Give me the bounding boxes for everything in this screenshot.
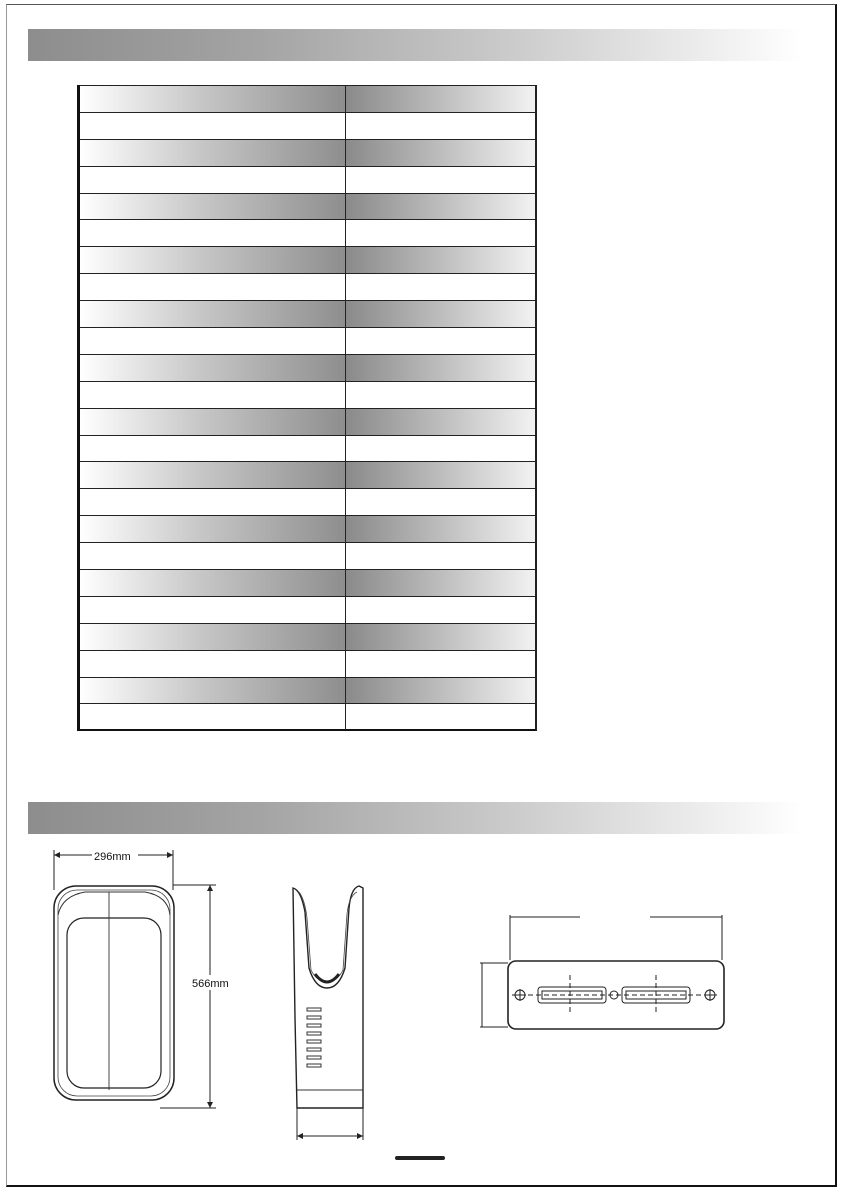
spec-value-cell [346, 597, 535, 623]
mounting-plate-drawing [470, 905, 740, 1035]
spec-row [80, 488, 535, 515]
spec-value-cell [346, 409, 535, 435]
front-view-drawing [40, 840, 250, 1115]
spec-row [80, 381, 535, 408]
spec-value-cell [346, 247, 535, 273]
spec-value-cell [346, 489, 535, 515]
spec-label-cell [80, 543, 346, 569]
spec-row [80, 650, 535, 677]
spec-value-cell [346, 651, 535, 677]
spec-label-cell [80, 355, 346, 381]
spec-label-cell [80, 409, 346, 435]
spec-label-cell [80, 194, 346, 220]
dimensions-header [28, 802, 803, 834]
spec-label-cell [80, 328, 346, 354]
spec-row [80, 327, 535, 354]
spec-row [80, 596, 535, 623]
spec-label-cell [80, 382, 346, 408]
spec-value-cell [346, 194, 535, 220]
spec-label-cell [80, 678, 346, 704]
spec-value-cell [346, 382, 535, 408]
specifications-header [28, 29, 803, 61]
spec-value-cell [346, 516, 535, 542]
spec-value-cell [346, 140, 535, 166]
spec-value-cell [346, 328, 535, 354]
spec-row [80, 300, 535, 327]
spec-row [80, 623, 535, 650]
spec-row [80, 139, 535, 166]
spec-label-cell [80, 570, 346, 596]
spec-row [80, 461, 535, 488]
spec-value-cell [346, 570, 535, 596]
spec-row [80, 85, 535, 112]
spec-row [80, 166, 535, 193]
spec-value-cell [346, 543, 535, 569]
spec-label-cell [80, 489, 346, 515]
spec-row [80, 703, 535, 730]
width-dimension-label: 296mm [94, 851, 131, 863]
spec-label-cell [80, 462, 346, 488]
spec-label-cell [80, 113, 346, 139]
spec-label-cell [80, 167, 346, 193]
spec-value-cell [346, 274, 535, 300]
spec-row [80, 542, 535, 569]
spec-value-cell [346, 113, 535, 139]
spec-label-cell [80, 220, 346, 246]
spec-value-cell [346, 167, 535, 193]
spec-label-cell [80, 704, 346, 730]
spec-row [80, 569, 535, 596]
spec-label-cell [80, 624, 346, 650]
spec-label-cell [80, 597, 346, 623]
spec-value-cell [346, 624, 535, 650]
spec-label-cell [80, 86, 346, 112]
side-view-drawing [285, 878, 375, 1143]
spec-label-cell [80, 436, 346, 462]
spec-value-cell [346, 355, 535, 381]
spec-value-cell [346, 301, 535, 327]
spec-row [80, 408, 535, 435]
spec-row [80, 219, 535, 246]
spec-value-cell [346, 436, 535, 462]
spec-value-cell [346, 678, 535, 704]
spec-row [80, 193, 535, 220]
spec-row [80, 273, 535, 300]
spec-row [80, 435, 535, 462]
spec-label-cell [80, 274, 346, 300]
spec-row [80, 515, 535, 542]
spec-row [80, 112, 535, 139]
spec-table [77, 85, 537, 731]
dimensions-title [28, 802, 803, 816]
spec-value-cell [346, 220, 535, 246]
spec-value-cell [346, 704, 535, 730]
spec-label-cell [80, 301, 346, 327]
spec-label-cell [80, 516, 346, 542]
spec-value-cell [346, 462, 535, 488]
spec-row [80, 246, 535, 273]
spec-row [80, 354, 535, 381]
spec-label-cell [80, 247, 346, 273]
spec-label-cell [80, 651, 346, 677]
page-marker [395, 1156, 445, 1160]
spec-label-cell [80, 140, 346, 166]
spec-row [80, 677, 535, 704]
height-dimension-label: 566mm [192, 978, 229, 990]
spec-value-cell [346, 86, 535, 112]
specifications-title [28, 29, 803, 43]
